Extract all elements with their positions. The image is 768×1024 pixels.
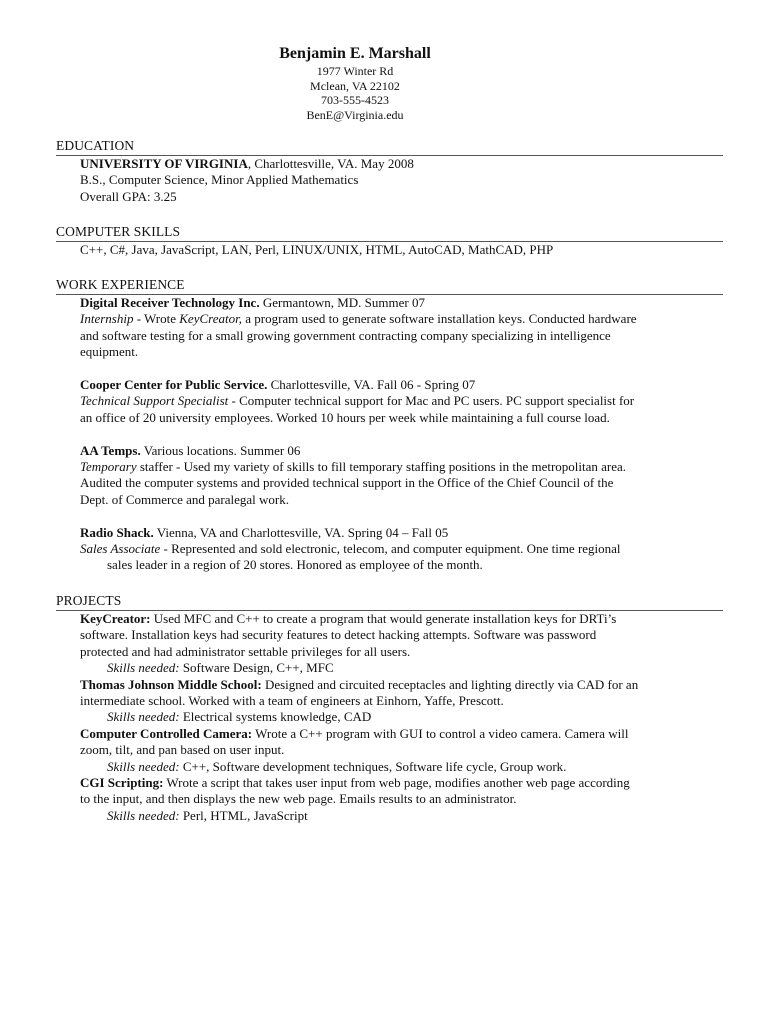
project-entry: CGI Scripting: Wrote a script that takes user input from web page, modifies another web page according to the input, and then displays the new web page. Emails results to an administrator. Skills needed: Perl, HTML, JavaScript bbox=[80, 775, 723, 824]
project-name: CGI Scripting: bbox=[80, 775, 164, 791]
skills-needed-label: Skills needed: bbox=[107, 709, 180, 725]
project-name: KeyCreator: bbox=[80, 611, 151, 626]
project-skills-line bbox=[80, 660, 723, 676]
project-entry: KeyCreator: Used MFC and C++ to create a program that would generate installation keys for DRTi’s software. Installation keys had security features to detect hacking attempts. Software was password protected and had administrator settable privileges for all users. Skills needed: Software Design, C++, MFC bbox=[80, 611, 723, 677]
keycreator-mention: KeyCreator, bbox=[179, 311, 242, 327]
computer-skills-heading: COMPUTER SKILLS bbox=[56, 224, 723, 242]
school-name: UNIVERSITY OF VIRGINIA bbox=[80, 156, 248, 171]
job-description-line: and software testing for a small growing government contracting company specializing in intelligence bbox=[80, 327, 611, 343]
skills-needed-label: Skills needed: bbox=[107, 660, 180, 676]
project-description-line: intermediate school. Worked with a team of engineers at Einhorn, Yaffe, Prescott. bbox=[80, 693, 504, 709]
education-section bbox=[56, 138, 723, 205]
computer-skills-body bbox=[56, 242, 723, 258]
project-description-line: zoom, tilt, and pan based on user input. bbox=[80, 742, 285, 758]
project-description-line: software. Installation keys had security features to detect hacking attempts. Software was password bbox=[80, 627, 597, 643]
job-org: Cooper Center for Public Service. bbox=[80, 377, 268, 393]
job-org-details: Vienna, VA and Charlottesville, VA. Spring 04 – Fall 05 bbox=[153, 524, 449, 540]
gpa-line: Overall GPA: 3.25 bbox=[80, 188, 177, 204]
project-skills-line bbox=[80, 759, 723, 775]
project-name: Thomas Johnson Middle School: bbox=[80, 676, 262, 692]
project-skills: Software Design, C++, MFC bbox=[179, 660, 334, 676]
job-org: Radio Shack. bbox=[80, 524, 154, 540]
job-entry: Radio Shack. Vienna, VA and Charlottesville, VA. Spring 04 – Fall 05 Sales Associate - Represented and sold electronic, telecom, and computer equipment. One time regional sales leader in a region of 20 stores. Honored as employee of the month. bbox=[80, 525, 723, 574]
job-description-line: Dept. of Commerce and paralegal work. bbox=[80, 491, 290, 507]
project-skills-line bbox=[80, 709, 723, 725]
job-description-line: Audited the computer systems and provided technical support in the Office of the Chief Council of the bbox=[80, 475, 614, 491]
skills-list: C++, C#, Java, JavaScript, LAN, Perl, LINUX/UNIX, HTML, AutoCAD, MathCAD, PHP bbox=[80, 242, 554, 257]
job-role: Internship bbox=[80, 311, 134, 327]
project-description-line: to the input, and then displays the new web page. Emails results to an administrator. bbox=[80, 791, 517, 807]
work-experience-section bbox=[56, 277, 723, 574]
job-description-line: sales leader in a region of 20 stores. Honored as employee of the month. bbox=[107, 557, 483, 573]
email-address: BenE@Virginia.edu bbox=[306, 107, 404, 122]
job-org-details: Charlottesville, VA. Fall 06 - Spring 07 bbox=[267, 377, 476, 393]
job-org-details: Various locations. Summer 06 bbox=[140, 442, 301, 458]
project-entry: Computer Controlled Camera: Wrote a C++ program with GUI to control a video camera. Camera will zoom, tilt, and pan based on user input. Skills needed: C++, Software development techniques, Software life cycle, Group work. bbox=[80, 726, 723, 775]
job-role: Sales Associate bbox=[80, 541, 161, 557]
degree-line: B.S., Computer Science, Minor Applied Mathematics bbox=[80, 172, 359, 188]
job-org: AA Temps. bbox=[80, 442, 141, 458]
projects-section bbox=[56, 593, 723, 824]
job-description-line: equipment. bbox=[80, 344, 139, 360]
candidate-name: Benjamin E. Marshall bbox=[279, 45, 431, 62]
project-skills: Perl, HTML, JavaScript bbox=[179, 807, 308, 823]
job-entry: AA Temps. Various locations. Summer 06 Temporary staffer - Used my variety of skills to fill temporary staffing positions in the metropolitan area. Audited the computer systems and provided technical support in the Office of the Chief Council of the Dept. of Commerce and paralegal work. bbox=[80, 443, 723, 509]
project-entry: Thomas Johnson Middle School: Designed and circuited receptacles and lighting directly via CAD for an intermediate school. Worked with a team of engineers at Einhorn, Yaffe, Prescott. Skills needed: Electrical systems knowledge, CAD bbox=[80, 677, 723, 726]
projects-body bbox=[56, 611, 723, 824]
project-skills: Electrical systems knowledge, CAD bbox=[179, 709, 372, 725]
education-school-line bbox=[80, 156, 723, 172]
education-heading: EDUCATION bbox=[56, 138, 723, 156]
school-location: , Charlottesville, VA. May 2008 bbox=[247, 156, 414, 171]
job-role: Temporary bbox=[80, 459, 137, 475]
phone-number: 703-555-4523 bbox=[321, 93, 389, 108]
work-experience-body bbox=[56, 295, 723, 574]
computer-skills-section bbox=[56, 224, 723, 258]
project-description-line: protected and had administrator settable privileges for all users. bbox=[80, 643, 411, 659]
project-name: Computer Controlled Camera: bbox=[80, 725, 253, 741]
skills-needed-label: Skills needed: bbox=[107, 807, 180, 823]
job-description-line: an office of 20 university employees. Worked 10 hours per week while maintaining a full course load. bbox=[80, 409, 610, 425]
project-skills: C++, Software development techniques, Software life cycle, Group work. bbox=[179, 758, 567, 774]
projects-heading: PROJECTS bbox=[56, 593, 723, 611]
job-org: Digital Receiver Technology Inc. bbox=[80, 295, 260, 310]
job-entry: Digital Receiver Technology Inc. Germantown, MD. Summer 07 Internship - Wrote KeyCreator, a program used to generate software installation keys. Conducted hardware and software testing for a small growing government contracting company specializing in intelligence equipment. bbox=[80, 295, 723, 361]
work-experience-heading: WORK EXPERIENCE bbox=[56, 277, 723, 295]
job-org-details: Germantown, MD. Summer 07 bbox=[259, 295, 425, 310]
job-entry: Cooper Center for Public Service. Charlottesville, VA. Fall 06 - Spring 07 Technical Support Specialist - Computer technical support for Mac and PC users. PC support specialist for an office of 20 university employees. Worked 10 hours per week while maintaining a full course load. bbox=[80, 377, 723, 426]
resume-header bbox=[0, 44, 710, 122]
project-skills-line bbox=[80, 808, 723, 824]
education-body bbox=[56, 156, 723, 205]
address-line-2: Mclean, VA 22102 bbox=[310, 78, 400, 93]
job-role: Technical Support Specialist bbox=[80, 393, 229, 409]
skills-needed-label: Skills needed: bbox=[107, 758, 180, 774]
address-line-1: 1977 Winter Rd bbox=[316, 64, 394, 78]
